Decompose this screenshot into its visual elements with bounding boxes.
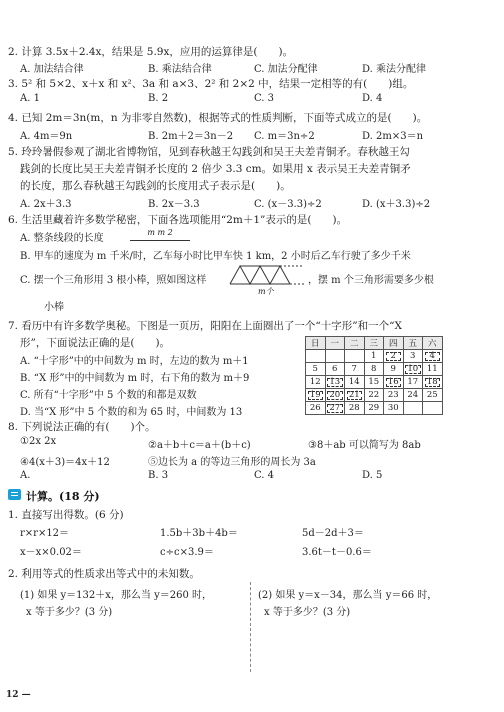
segment-figure: m m 2 (130, 228, 190, 241)
calendar-cell: 29 (364, 402, 384, 415)
calendar-cell: 1 (364, 350, 384, 363)
calendar-cell: 13 (325, 376, 345, 389)
calendar-cell (325, 350, 345, 363)
q6-option-b: B. 甲车的速度为 m 千米/时，乙车每小时比甲车快 1 km，2 小时后乙车行驶了多少千米 (20, 251, 411, 262)
calendar-cell: 5 (306, 363, 326, 376)
s1-expr-6: 3.6t－t－0.6＝ (302, 547, 372, 558)
q5-line2: 践剑的长度比吴王夫差青铜矛长度的 2 倍少 3.3 cm。如果用 x 表示吴王夫差青铜矛 (20, 163, 411, 175)
q4-option-d: D. 2m×3＝n (362, 131, 424, 142)
q5-option-a: A. 2x＋3.3 (20, 199, 72, 210)
calendar-cell: 23 (384, 389, 404, 402)
q7-option-d: D. 当“X 形”中 5 个数的和为 65 时，中间数为 13 (20, 407, 243, 418)
page-number: 12 — (6, 690, 31, 700)
triangle-sticks-figure (228, 262, 306, 288)
s1-expr-1: r×r×12＝ (20, 528, 70, 539)
q2-option-c: C. 加法分配律 (254, 64, 318, 75)
q6-option-c-before: C. 摆一个三角形用 3 根小棒，照如图这样 (20, 275, 207, 286)
q8-option-a: A. (20, 470, 31, 481)
calendar-cell (345, 350, 365, 363)
calendar-header-cell: 五 (403, 337, 423, 350)
calendar-cell: 6 (325, 363, 345, 376)
q8-option-c: C. 4 (254, 470, 275, 481)
q8-option-b: B. 3 (148, 470, 169, 481)
calendar-cell: 30 (384, 402, 404, 415)
q2-option-d: D. 乘法分配律 (362, 64, 427, 75)
calendar-cell: 14 (345, 376, 365, 389)
calendar-cell: 22 (364, 389, 384, 402)
q3-option-d: D. 4 (362, 93, 383, 104)
q2-option-b: B. 乘法结合律 (148, 64, 212, 75)
s1-expr-5: c÷c×3.9＝ (160, 547, 214, 558)
q8-item-5: ⑤边长为 a 的等边三角形的周长为 3a (148, 457, 316, 468)
calendar-header-cell: 二 (345, 337, 365, 350)
q2-stem: 2. 计算 3.5x＋2.4x，结果是 5.9x，应用的运算律是( )。 (8, 46, 294, 58)
calendar-cell: 10 (403, 363, 423, 376)
calendar-cell: 11 (423, 363, 443, 376)
q6-option-c-after: ，摆 m 个三角形需要多少根 (308, 275, 434, 286)
calendar-cell: 25 (423, 389, 443, 402)
q6-option-c-cont: 小棒 (44, 302, 64, 313)
q4-option-a: A. 4m＝9n (20, 131, 73, 142)
calendar-cell: 4 (423, 350, 443, 363)
calendar-cell: 20 (325, 389, 345, 402)
q5-option-b: B. 2x－3.3 (148, 199, 200, 210)
calendar-header-cell: 六 (423, 337, 443, 350)
section-list-icon (8, 489, 21, 500)
q8-item-1: ①2x 2x (20, 436, 57, 447)
answer-divider (250, 582, 251, 672)
calendar-cell (306, 350, 326, 363)
calendar-cell: 9 (384, 363, 404, 376)
calendar-cell: 16 (384, 376, 404, 389)
calendar-cell: 21 (345, 389, 365, 402)
calendar-header-cell: 四 (384, 337, 404, 350)
calendar-cell: 2 (384, 350, 404, 363)
q8-option-d: D. 5 (362, 470, 383, 481)
calendar-cell: 28 (345, 402, 365, 415)
calendar-cell: 15 (364, 376, 384, 389)
triangle-count-label: m个 (258, 287, 274, 296)
calendar-cell: 18 (423, 376, 443, 389)
calendar-header-cell: 日 (306, 337, 326, 350)
q3-option-b: B. 2 (148, 93, 169, 104)
calendar-cell (403, 402, 423, 415)
q5-line1: 5. 玲玲暑假参观了湖北省博物馆，见到春秋越王勾践剑和吴王夫差青铜矛。春秋越王勾 (8, 146, 410, 158)
s2-part2-line2: x 等于多少？(3 分) (264, 607, 351, 618)
q8-item-4: ④4(x＋3)＝4x＋12 (20, 457, 110, 468)
q2-option-a: A. 加法结合律 (20, 64, 84, 75)
calendar-cell: 26 (306, 402, 326, 415)
s1-expr-3: 5d－2d＋3＝ (302, 528, 364, 539)
calendar-cell: 27 (325, 402, 345, 415)
calendar-cell (423, 402, 443, 415)
q4-option-c: C. m＝3n÷2 (254, 131, 315, 142)
calendar-cell: 3 (403, 350, 423, 363)
s1-expr-4: x－x×0.02＝ (20, 547, 82, 558)
q5-option-d: D. (x＋3.3)÷2 (362, 199, 431, 210)
calendar-cell: 17 (403, 376, 423, 389)
s2-title: 2. 利用等式的性质求出等式中的未知数。 (8, 568, 200, 580)
calendar-cell: 19 (306, 389, 326, 402)
section-title: 计算。(18 分) (26, 490, 100, 503)
q7-option-c: C. 所有“十字形”中 5 个数的和都是双数 (20, 390, 197, 401)
q7-line1: 7. 看历中有许多数学奥秘。下图是一页历，阳阳在上面圈出了一个“十字形”和一个“X (8, 320, 402, 332)
calendar-cell: 8 (364, 363, 384, 376)
s1-expr-2: 1.5b＋3b＋4b＝ (160, 528, 238, 539)
calendar-cell: 12 (306, 376, 326, 389)
q7-option-a: A. “十字形”中的中间数为 m 时，左边的数为 m＋1 (20, 356, 249, 367)
q5-line3: 的长度，那么春秋越王勾践剑的长度用式子表示是( )。 (20, 180, 291, 192)
q8-item-2: ②a＋b＋c＝a＋(b＋c) (148, 440, 251, 451)
q3-option-a: A. 1 (20, 93, 40, 104)
q4-stem: 4. 已知 2m＝3n(m，n 为非零自然数)，根据等式的性质判断，下面等式成立的是( )。 (8, 112, 428, 124)
s2-part1-line2: x 等于多少？(3 分) (26, 607, 113, 618)
s1-title: 1. 直接写出得数。(6 分) (8, 509, 124, 521)
s2-part1-line1: (1) 如果 y＝132＋x，那么当 y＝260 时， (20, 590, 212, 601)
calendar-cell: 7 (345, 363, 365, 376)
s2-part2-line1: (2) 如果 y＝x－34，那么当 y＝66 时， (258, 590, 438, 601)
q6-option-a: A. 整条线段的长度 (20, 233, 104, 244)
calendar-header-cell: 三 (364, 337, 384, 350)
calendar-cell: 24 (403, 389, 423, 402)
q7-line2: 形”，下面说法正确的是( )。 (20, 337, 171, 349)
q3-option-c: C. 3 (254, 93, 275, 104)
q7-option-b: B. “X 形”中的中间数为 m 时，右下角的数为 m＋9 (20, 373, 250, 384)
calendar-header-cell: 一 (325, 337, 345, 350)
q8-stem: 8. 下列说法正确的有( )个。 (8, 421, 156, 433)
q3-stem: 3. 5² 和 5×2、x＋x 和 x²、3a 和 a×3、2² 和 2×2 中，结果一定相等的有( )组。 (8, 78, 414, 90)
q8-item-3: ③8＋ab 可以简写为 8ab (308, 440, 421, 451)
q4-option-b: B. 2m＋2＝3n－2 (148, 131, 234, 142)
calendar-table (305, 336, 443, 415)
q5-option-c: C. (x－3.3)÷2 (254, 199, 322, 210)
q6-stem: 6. 生活里藏着许多数学秘密，下面各选项能用“2m＋1”表示的是( )。 (8, 214, 348, 226)
